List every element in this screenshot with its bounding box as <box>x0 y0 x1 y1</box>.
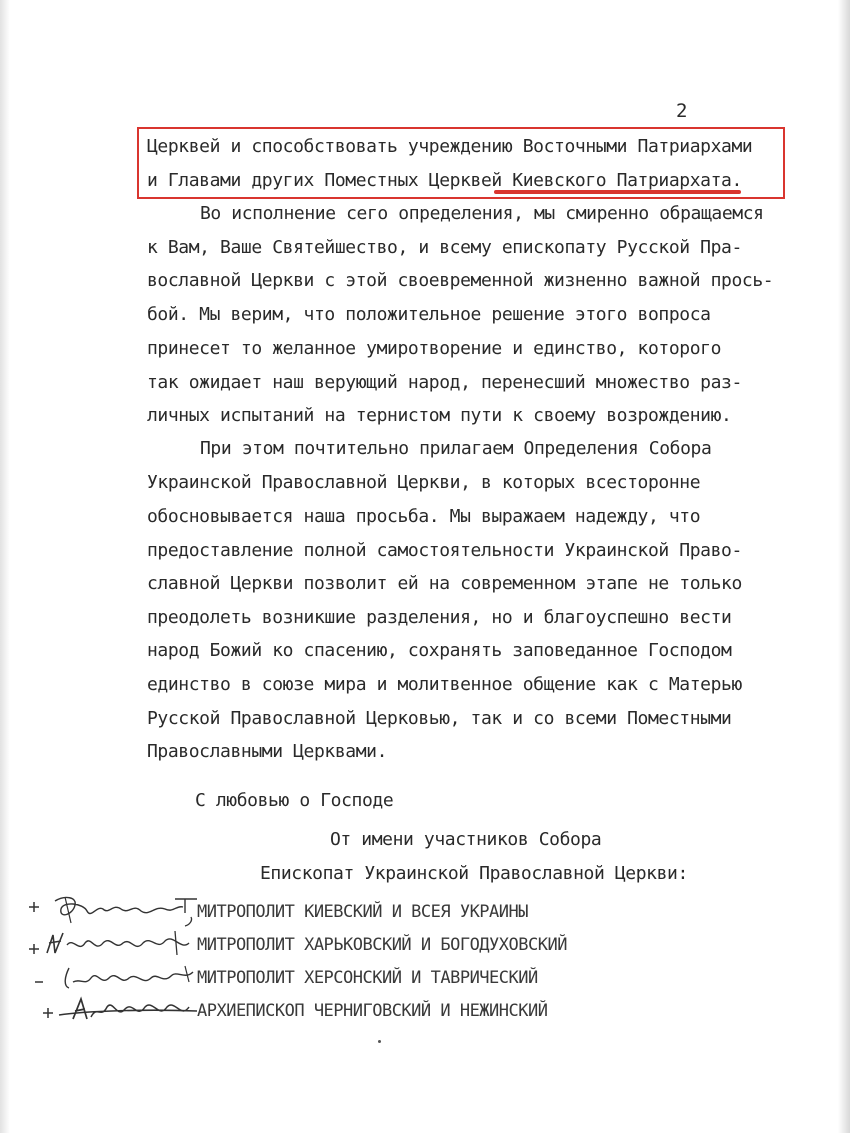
text-line: преодолеть возникшие разделения, но и благоуспешно вести <box>147 607 732 628</box>
signatory-title: МИТРОПОЛИТ КИЕВСКИЙ И ВСЕЯ УКРАИНЫ <box>197 902 528 922</box>
text-line: к Вам, Ваше Святейшество, и всему епископату Русской Пра- <box>147 237 742 258</box>
scan-edge-left <box>0 0 10 1133</box>
page-number: 2 <box>676 100 688 122</box>
text-line: принесет то желанное умиротворение и единство, которого <box>147 338 722 359</box>
text-line: славной Церкви позволит ей на современном этапе не только <box>147 573 742 594</box>
text-line: Церквей и способствовать учреждению Восточными Патриархами <box>147 136 753 157</box>
text-line: Украинской Православной Церкви, в которых всесторонне <box>147 472 701 493</box>
text-line: обосновывается наша просьба. Мы выражаем надежду, что <box>147 506 701 527</box>
signature-antoniy <box>25 993 200 1029</box>
text-line: Православными Церквами. <box>147 741 388 762</box>
on-behalf-line: От имени участников Собора <box>330 829 602 850</box>
closing-salutation: С любовью о Господе <box>195 790 394 811</box>
text-line: бой. Мы верим, что положительное решение этого вопроса <box>147 304 711 325</box>
signature-filaret <box>25 893 200 929</box>
signatory-title: МИТРОПОЛИТ ХЕРСОНСКИЙ И ТАВРИЧЕСКИЙ <box>197 968 538 988</box>
scan-edge-right <box>838 0 850 1133</box>
text-line: народ Божий ко спасению, сохранять заповеданное Господом <box>147 640 732 661</box>
text-line: Русской Православной Церковью, так и со всеми Поместными <box>147 708 732 729</box>
text-line: и Главами других Поместных Церквей Киевского Патриархата. <box>147 170 742 191</box>
episcopate-line: Епископат Украинской Православной Церкви: <box>260 863 688 884</box>
text-line: личных испытаний на тернистом пути к своему возрождению. <box>147 405 732 426</box>
signature-leontiy <box>25 960 200 996</box>
text-line: предоставление полной самостоятельности Украинской Право- <box>147 540 742 561</box>
text-line: Во исполнение сего определения, мы смиренно обращаемся <box>200 203 764 224</box>
signatory-title: МИТРОПОЛИТ ХАРЬКОВСКИЙ И БОГОДУХОВСКИЙ <box>197 935 567 955</box>
scan-speck <box>378 1040 381 1043</box>
text-line: единство в союзе мира и молитвенное общение как с Матерью <box>147 674 742 695</box>
text-line: так ожидает наш верующий народ, перенесший множество раз- <box>147 372 742 393</box>
signature-nikodim <box>25 927 200 963</box>
signatory-title: АРХИЕПИСКОП ЧЕРНИГОВСКИЙ И НЕЖИНСКИЙ <box>197 1001 548 1021</box>
text-line: вославной Церкви с этой своевременной жизненно важной прось- <box>147 270 774 291</box>
text-line: При этом почтительно прилагаем Определения Собора <box>200 438 712 459</box>
